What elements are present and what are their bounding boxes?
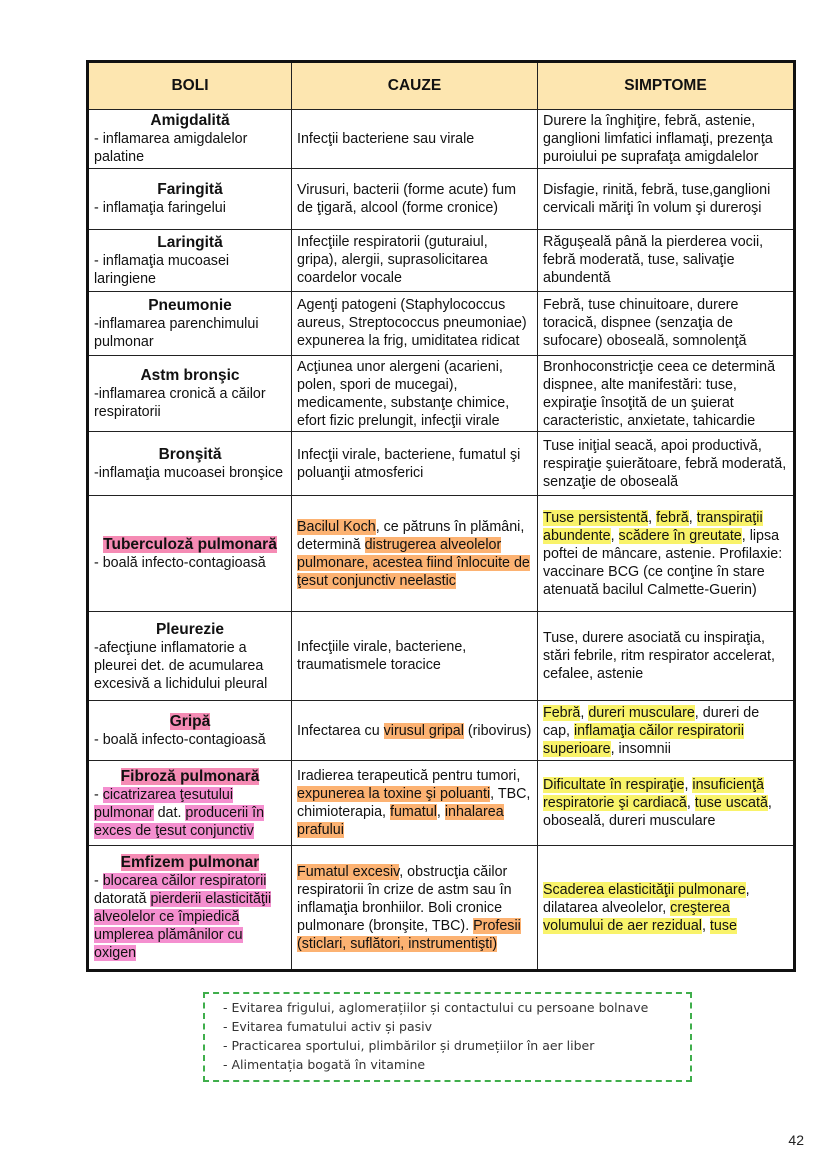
disease-cell bbox=[88, 168, 292, 229]
diseases-table bbox=[86, 60, 796, 972]
text-segment: datorată bbox=[94, 891, 151, 908]
highlighted-text: Fibroză pulmonară bbox=[120, 767, 260, 785]
text-segment: , oboseală, dureri musculare bbox=[543, 795, 772, 830]
causes-cell bbox=[292, 846, 538, 971]
header-simptome: SIMPTOME bbox=[538, 62, 795, 110]
causes-cell bbox=[292, 356, 538, 432]
text-segment: , dureri de cap, bbox=[543, 704, 760, 739]
prevention-item: - Practicarea sportului, plimbărilor și drumețiilor în aer liber bbox=[223, 1038, 595, 1053]
highlighted-text: insuficienţă respiratorie şi cardiacă bbox=[543, 777, 764, 812]
highlighted-text: transpiraţii abundente bbox=[543, 509, 763, 544]
symptoms-cell bbox=[538, 611, 795, 700]
disease-description bbox=[94, 131, 247, 165]
table-row bbox=[88, 168, 795, 229]
disease-description bbox=[94, 787, 264, 839]
text-segment: -inflamaţia mucoasei bronşice bbox=[94, 465, 284, 482]
text-segment: - boală infecto-contagioasă bbox=[94, 555, 266, 572]
causes-cell bbox=[292, 701, 538, 761]
text-segment: , bbox=[648, 509, 657, 526]
text-segment: , bbox=[610, 527, 619, 544]
highlighted-text: fumatul bbox=[389, 804, 437, 821]
text-segment: - bbox=[94, 873, 103, 890]
highlighted-text: Tuberculoză pulmonară bbox=[103, 536, 277, 554]
symptoms-cell bbox=[538, 291, 795, 356]
header-boli: BOLI bbox=[88, 62, 292, 110]
symptoms-cell bbox=[538, 846, 795, 971]
causes-cell bbox=[292, 611, 538, 700]
table-row bbox=[88, 611, 795, 700]
symptoms-cell bbox=[538, 496, 795, 612]
causes-cell bbox=[292, 229, 538, 291]
text-segment: Răguşeală până la pierderea vocii, febră moderată, tuse, salivaţie abundentă bbox=[543, 234, 764, 287]
text-segment: , bbox=[686, 795, 695, 812]
disease-description bbox=[94, 386, 266, 420]
text-segment: -afecţiune inflamatorie a pleurei det. de acumularea excesivă a lichidului pleural bbox=[94, 639, 268, 692]
text-segment: Virusuri, bacterii (forme acute) fum de ţigară, alcool (forme cronice) bbox=[297, 181, 517, 216]
disease-cell bbox=[88, 496, 292, 612]
disease-name bbox=[94, 767, 286, 786]
highlighted-text: inflamaţia căilor respiratorii superioare bbox=[543, 722, 745, 757]
disease-description bbox=[94, 200, 226, 216]
text-segment: Pleurezie bbox=[155, 620, 225, 638]
prevention-box bbox=[203, 992, 692, 1082]
disease-name bbox=[94, 233, 286, 252]
text-segment: dat. bbox=[153, 804, 186, 821]
highlighted-text: blocarea căilor respiratorii bbox=[102, 873, 267, 890]
causes-cell bbox=[292, 432, 538, 496]
table-row bbox=[88, 110, 795, 169]
disease-name bbox=[94, 535, 286, 554]
disease-name bbox=[94, 180, 286, 199]
text-segment: Infecţii virale, bacteriene, fumatul şi poluanţii atmosferici bbox=[297, 446, 521, 481]
highlighted-text: Tuse persistentă bbox=[543, 509, 649, 526]
highlighted-text: pierderii elasticităţii alveolelor ce împiedică umplerea plămânilor cu oxigen bbox=[94, 891, 272, 962]
table-row bbox=[88, 761, 795, 846]
text-segment: , bbox=[701, 917, 710, 934]
causes-cell bbox=[292, 761, 538, 846]
disease-description bbox=[94, 316, 259, 350]
highlighted-text: Fumatul excesiv bbox=[297, 863, 400, 880]
table-row bbox=[88, 432, 795, 496]
highlighted-text: producerii în exces de ţesut conjunctiv bbox=[94, 804, 265, 839]
text-segment: Bronşită bbox=[158, 446, 222, 464]
disease-cell bbox=[88, 229, 292, 291]
disease-cell bbox=[88, 356, 292, 432]
highlighted-text: tuse bbox=[709, 917, 737, 934]
text-segment: Tuse iniţial seacă, apoi productivă, respiraţie şuierătoare, febră moderată, senzaţie de oboseală bbox=[543, 437, 787, 490]
text-segment: - inflamarea amigdalelor palatine bbox=[94, 131, 248, 166]
symptoms-cell bbox=[538, 168, 795, 229]
text-segment: , bbox=[684, 777, 693, 794]
table-row bbox=[88, 496, 795, 612]
text-segment: Pneumonie bbox=[148, 296, 232, 314]
highlighted-text: dureri musculare bbox=[588, 704, 695, 721]
symptoms-cell bbox=[538, 701, 795, 761]
disease-description bbox=[94, 465, 283, 481]
text-segment: , obstrucţia căilor respiratorii în crize de astm sau în inflamaţia bronhiilor. Boli cronice pulmonare (bronşite, TBC). bbox=[297, 863, 512, 934]
symptoms-cell bbox=[538, 761, 795, 846]
disease-name bbox=[94, 712, 286, 731]
disease-cell bbox=[88, 110, 292, 169]
text-segment: Infecţiile virale, bacteriene, traumatismele toracice bbox=[297, 639, 467, 674]
highlighted-text: Febră bbox=[543, 704, 581, 721]
table-header-row bbox=[88, 62, 795, 110]
causes-cell bbox=[292, 496, 538, 612]
text-segment: , lipsa poftei de mâncare, astenie. Profilaxie: vaccinare BCG (ce conţine în stare atenuată bacilul Calmette-Guerin) bbox=[543, 527, 783, 598]
highlighted-text: creşterea volumului de aer rezidual bbox=[543, 899, 730, 934]
text-segment: Faringită bbox=[157, 181, 223, 199]
disease-name bbox=[94, 111, 286, 130]
highlighted-text: febră bbox=[656, 509, 689, 526]
table-row bbox=[88, 356, 795, 432]
causes-cell bbox=[292, 291, 538, 356]
text-segment: , bbox=[580, 704, 589, 721]
text-segment: Infectarea cu bbox=[297, 722, 384, 739]
text-segment: Agenţi patogeni (Staphylococcus aureus, Streptococcus pneumoniae) expunerea la frig, umiditatea ridicat bbox=[297, 297, 527, 350]
disease-description bbox=[94, 873, 271, 961]
highlighted-text: tuse uscată bbox=[694, 795, 768, 812]
symptoms-cell bbox=[538, 356, 795, 432]
causes-cell bbox=[292, 110, 538, 169]
disease-description bbox=[94, 253, 229, 287]
text-segment: -inflamarea cronică a căilor respiratorii bbox=[94, 386, 266, 421]
disease-cell bbox=[88, 432, 292, 496]
page-number: 42 bbox=[788, 1132, 804, 1148]
text-segment: Infecţiile respiratorii (guturaiul, gripa), alergii, suprasolicitarea coardelor vocale bbox=[297, 234, 488, 287]
text-segment: , bbox=[688, 509, 697, 526]
text-segment: - boală infecto-contagioasă bbox=[94, 732, 266, 749]
symptoms-cell bbox=[538, 110, 795, 169]
text-segment: Amigdalită bbox=[150, 112, 230, 130]
text-segment: Acţiunea unor alergeni (acarieni, polen, spori de mucegai), medicamente, substanţe chimice, efort fizic prelungit, infecţii virale bbox=[297, 358, 510, 429]
highlighted-text: cicatrizarea ţesutului pulmonar bbox=[94, 786, 234, 821]
disease-cell bbox=[88, 611, 292, 700]
text-segment: , insomnii bbox=[610, 740, 671, 757]
highlighted-text: Scaderea elasticităţii pulmonare bbox=[543, 881, 746, 898]
text-segment: Bronhoconstricţie ceea ce determină dispnee, alte manifestări: tuse, expiraţie însoţită de un şuierat caracteristic, anxietate, tahicardie bbox=[543, 358, 776, 429]
disease-cell bbox=[88, 846, 292, 971]
disease-name bbox=[94, 366, 286, 385]
disease-description bbox=[94, 732, 266, 748]
highlighted-text: expunerea la toxine şi poluanti bbox=[297, 786, 491, 803]
text-segment: , bbox=[436, 804, 445, 821]
disease-name bbox=[94, 620, 286, 639]
table-row bbox=[88, 846, 795, 971]
text-segment: - bbox=[94, 786, 103, 803]
table-row bbox=[88, 291, 795, 356]
text-segment: - inflamaţia faringelui bbox=[94, 200, 226, 217]
text-segment: Disfagie, rinită, febră, tuse,ganglioni cervicali măriţi în volum şi dureroşi bbox=[543, 181, 771, 216]
symptoms-cell bbox=[538, 432, 795, 496]
disease-description bbox=[94, 640, 267, 692]
highlighted-text: Gripă bbox=[169, 713, 211, 731]
text-segment: , dilatarea alveolelor, bbox=[543, 881, 750, 916]
text-segment: Infecţii bacteriene sau virale bbox=[297, 130, 475, 147]
text-segment: , TBC, chimioterapia, bbox=[297, 786, 531, 821]
table-row bbox=[88, 701, 795, 761]
highlighted-text: Bacilul Koch bbox=[297, 518, 376, 535]
header-cauze: CAUZE bbox=[292, 62, 538, 110]
table-row bbox=[88, 229, 795, 291]
disease-name bbox=[94, 445, 286, 464]
highlighted-text: Profesii (sticlari, suflători, instrumentişti) bbox=[297, 917, 521, 952]
prevention-item: - Evitarea frigului, aglomerațiilor și contactului cu persoane bolnave bbox=[223, 1000, 649, 1015]
text-segment: Iradierea terapeutică pentru tumori, bbox=[297, 768, 521, 785]
prevention-item: - Alimentația bogată în vitamine bbox=[223, 1057, 426, 1072]
highlighted-text: scădere în greutate bbox=[618, 527, 742, 544]
text-segment: Astm bronşic bbox=[140, 367, 240, 385]
disease-cell bbox=[88, 291, 292, 356]
text-segment: (ribovirus) bbox=[463, 722, 532, 739]
disease-cell bbox=[88, 761, 292, 846]
text-segment: Durere la înghiţire, febră, astenie, ganglioni limfatici inflamaţi, prezenţa puroiului pe suprafaţa amigdalelor bbox=[543, 112, 773, 165]
text-segment: - inflamaţia mucoasei laringiene bbox=[94, 252, 230, 287]
disease-name bbox=[94, 853, 286, 872]
prevention-item: - Evitarea fumatului activ și pasiv bbox=[223, 1019, 433, 1034]
highlighted-text: inhalarea prafului bbox=[297, 804, 504, 839]
disease-name bbox=[94, 296, 286, 315]
disease-cell bbox=[88, 701, 292, 761]
disease-description bbox=[94, 555, 266, 571]
text-segment: Laringită bbox=[157, 233, 223, 251]
highlighted-text: Emfizem pulmonar bbox=[120, 854, 260, 872]
highlighted-text: distrugerea alveolelor pulmonare, acestea fiind înlocuite de ţesut conjunctiv neelastic bbox=[297, 536, 530, 589]
text-segment: -inflamarea parenchimului pulmonar bbox=[94, 315, 259, 350]
symptoms-cell bbox=[538, 229, 795, 291]
causes-cell bbox=[292, 168, 538, 229]
text-segment: Febră, tuse chinuitoare, durere toracică, dispnee (senzaţia de sufocare) oboseală, somnolenţă bbox=[543, 297, 747, 350]
highlighted-text: Dificultate în respiraţie bbox=[543, 777, 685, 794]
text-segment: , ce pătruns în plămâni, determină bbox=[297, 518, 525, 553]
text-segment: Tuse, durere asociată cu inspiraţia, stări febrile, ritm respirator accelerat, cefalee, astenie bbox=[543, 630, 775, 683]
highlighted-text: virusul gripal bbox=[383, 722, 464, 739]
